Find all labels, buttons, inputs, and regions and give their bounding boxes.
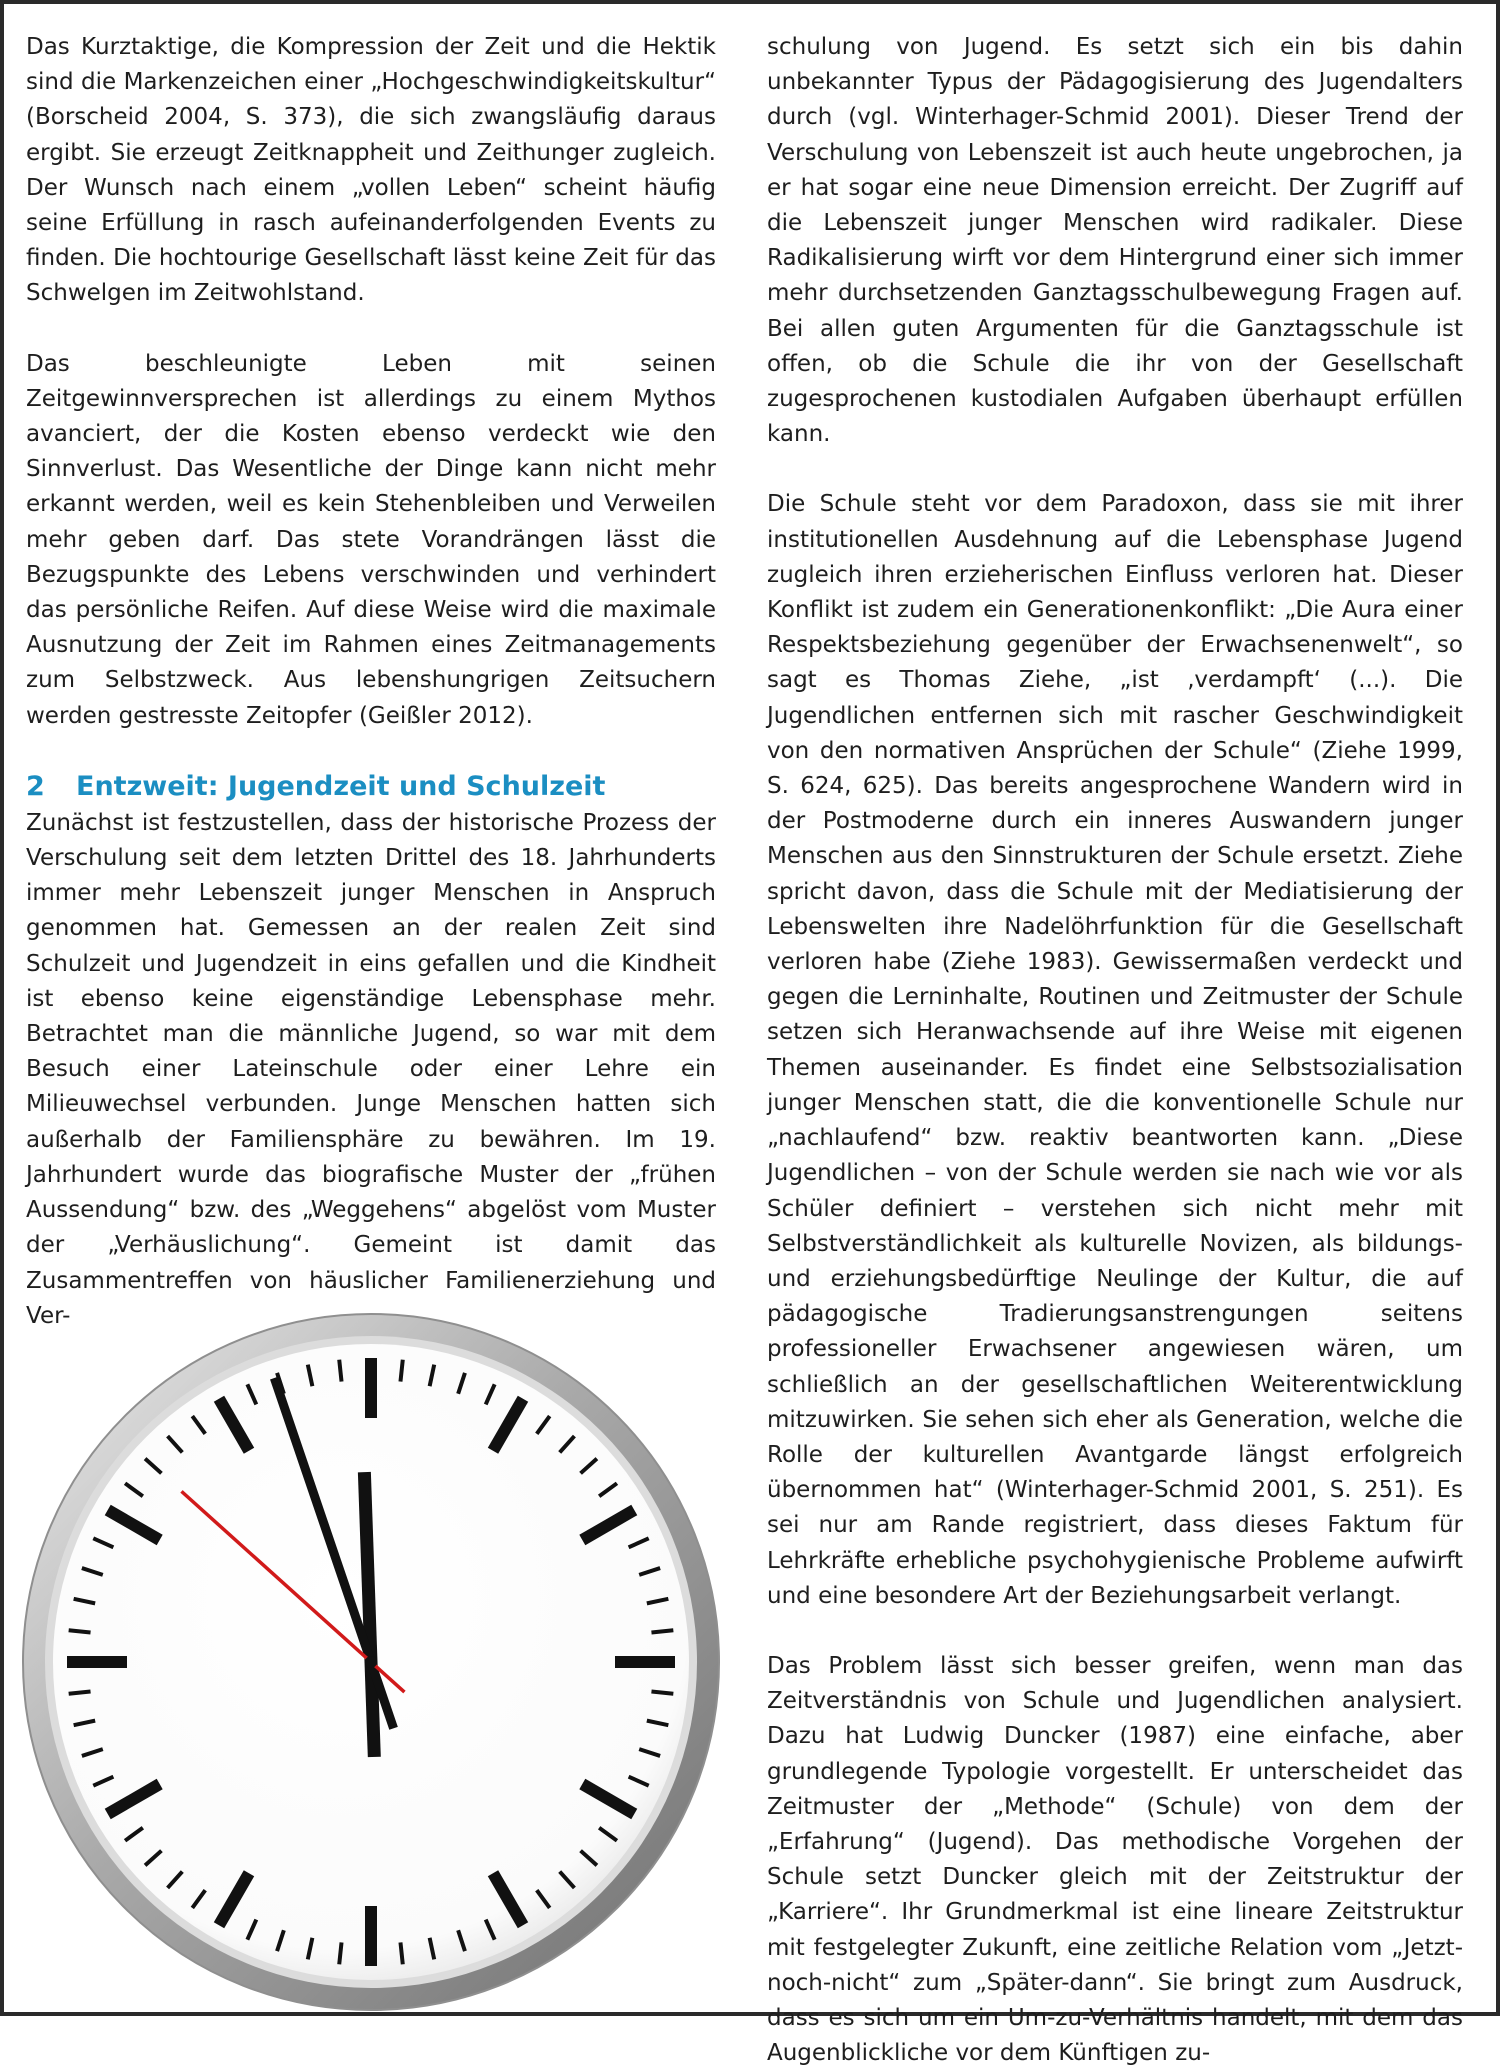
wall-clock-illustration bbox=[14, 1304, 734, 2019]
section-2 bbox=[26, 768, 716, 1334]
minute-tick bbox=[651, 1630, 673, 1632]
minute-tick bbox=[69, 1691, 91, 1693]
minute-tick bbox=[651, 1691, 673, 1693]
minute-tick bbox=[69, 1630, 91, 1632]
right-column bbox=[767, 30, 1463, 2071]
minute-tick bbox=[339, 1942, 341, 1964]
clock-center-cap bbox=[365, 1656, 377, 1668]
left-column bbox=[26, 30, 716, 1334]
section-number: 2 bbox=[26, 770, 45, 802]
section-heading bbox=[26, 768, 716, 806]
paragraph-zeitverstaendnis: Das Problem lässt sich besser greifen, wenn man das Zeitverständnis von Schule und Jugendlichen analysiert. Dazu hat Ludwig Duncker (1987) eine einfache, aber grundlegende Typologie vorgestellt. Er unterscheidet das Zeitmuster der „Methode“ (Schule) von dem der „Erfahrung“ (Jugend). Das methodische Vorgehen der Schule setzt Duncker gleich mit der Zeitstruktur der „Karriere“. Ihr Grundmerkmal ist eine lineare Zeitstruktur mit festgelegter Zukunft, eine zeitliche Relation vom „Jetzt-noch-nicht“ zum „Später-dann“. Sie bringt zum Ausdruck, dass es sich um ein Um-zu-Verhältnis handelt, mit dem das Augenblickliche vor dem Künftigen zu- bbox=[767, 1652, 1463, 2067]
minute-tick bbox=[400, 1360, 402, 1382]
minute-tick bbox=[339, 1360, 341, 1382]
paragraph-verschulung: Zunächst ist festzustellen, dass der historische Prozess der Verschulung seit dem letzten Drittel des 18. Jahrhunderts immer mehr Lebenszeit junger Menschen in Anspruch genommen hat. Gemessen an der realen Zeit sind Schulzeit und Jugendzeit in eins gefallen und die Kindheit ist ebenso keine eigenständige Lebensphase mehr. Betrachtet man die männliche Jugend, so war mit dem Besuch einer Lateinschule oder einer Lehre ein Milieuwechsel verbunden. Junge Menschen hatten sich außerhalb der Familiensphäre zu bewähren. Im 19. Jahrhundert wurde das biografische Muster der „frühen Aussendung“ bzw. des „Weggehens“ abgelöst vom Muster der „Verhäuslichung“. Gemeint ist damit das Zusammentreffen von häuslicher Familienerziehung und Ver- bbox=[26, 809, 716, 1329]
paragraph-schulung-von-jugend: schulung von Jugend. Es setzt sich ein bis dahin unbekannter Typus der Pädagogisierung des Jugendalters durch (vgl. Winterhager-Schmid 2001). Dieser Trend der Verschulung von Lebenszeit ist auch heute ungebrochen, ja er hat sogar eine neue Dimension erreicht. Der Zugriff auf die Lebenszeit junger Menschen wird radikaler. Diese Radikalisierung wirft vor dem Hintergrund einer sich immer mehr durchsetzenden Ganztagsschulbewegung Fragen auf. Bei allen guten Argumenten für die Ganztagsschule ist offen, ob die Schule die ihr von der Gesellschaft zugesprochenen kustodialen Aufgaben überhaupt erfüllen kann. bbox=[767, 34, 1463, 448]
paragraph-hochgeschwindigkeitskultur: Das Kurztaktige, die Kompression der Zeit und die Hektik sind die Markenzeichen einer „Hochgeschwindigkeitskultur“ (Borscheid 2004, S. 373), die sich zwangsläufig daraus ergibt. Sie erzeugt Zeitknappheit und Zeithunger zugleich. Der Wunsch nach einem „vollen Leben“ scheint häufig seine Erfüllung in rasch aufeinanderfolgenden Events zu finden. Die hochtourige Gesellschaft lässt keine Zeit für das Schwelgen im Zeitwohlstand. bbox=[26, 34, 716, 307]
minute-tick bbox=[400, 1942, 402, 1964]
paragraph-paradoxon: Die Schule steht vor dem Paradoxon, dass sie mit ihrer institutionellen Ausdehnung auf die Lebensphase Jugend zugleich ihren erzieherischen Einfluss verloren hat. Dieser Konflikt ist zudem ein Generationenkonflikt: „Die Aura einer Respektsbeziehung gegenüber der Erwachsenenwelt“, so sagt es Thomas Ziehe, „ist ‚verdampft‘ (...). Die Jugendlichen entfernen sich mit rascher Geschwindigkeit von den normativen Ansprüchen der Schule“ (Ziehe 1999, S. 624, 625). Das bereits angesprochene Wandern wird in der Postmoderne durch ein inneres Auswandern junger Menschen aus den Sinnstrukturen der Schule ersetzt. Ziehe spricht davon, dass die Schule mit der Mediatisierung der Lebenswelten ihre Nadelöhrfunktion für die Gesellschaft verloren habe (Ziehe 1983). Gewissermaßen verdeckt und gegen die Lerninhalte, Routinen und Zeitmuster der Schule setzen sich Heranwachsende auf ihre Weise mit eigenen Themen auseinander. Es findet eine Selbstsozialisation junger Menschen statt, die die konventionelle Schule nur „nachlaufend“ bzw. reaktiv beantworten kann. „Diese Jugendlichen – von der Schule werden sie nach wie vor als Schüler definiert – verstehen sich nicht mehr mit Selbstverständlichkeit als kulturelle Novizen, als bildungs- und erziehungsbedürftige Neulinge der Kultur, die auf pädagogische Tradierungsanstrengungen seitens professioneller Erwachsener angewiesen wären, um schließlich an der gesellschaftlichen Weiterentwicklung mitzuwirken. Sie sehen sich eher als Generation, welche die Rolle der kulturellen Avantgarde längst erfolgreich übernommen hat“ (Winterhager-Schmid 2001, S. 251). Es sei nur am Rande registriert, dass dieses Faktum für Lehrkräfte erhebliche psychohygienische Probleme aufwirft und eine besondere Art der Beziehungsarbeit verlangt. bbox=[767, 491, 1463, 1609]
clock-svg bbox=[14, 1304, 734, 2019]
paragraph-beschleunigtes-leben: Das beschleunigte Leben mit seinen Zeitgewinnversprechen ist allerdings zu einem Mythos avanciert, der die Kosten ebenso verdeckt wie den Sinnverlust. Das Wesentliche der Dinge kann nicht mehr erkannt werden, weil es kein Stehenbleiben und Verweilen mehr geben darf. Das stete Vorandrängen lässt die Bezugspunkte des Lebens verschwinden und verhindert das persönliche Reifen. Auf diese Weise wird die maximale Ausnutzung der Zeit im Rahmen eines Zeitmanagements zum Selbstzweck. Aus lebenshungrigen Zeitsuchern werden gestresste Zeitopfer (Geißler 2012). bbox=[26, 350, 716, 729]
section-title: Entzweit: Jugendzeit und Schulzeit bbox=[76, 770, 606, 802]
